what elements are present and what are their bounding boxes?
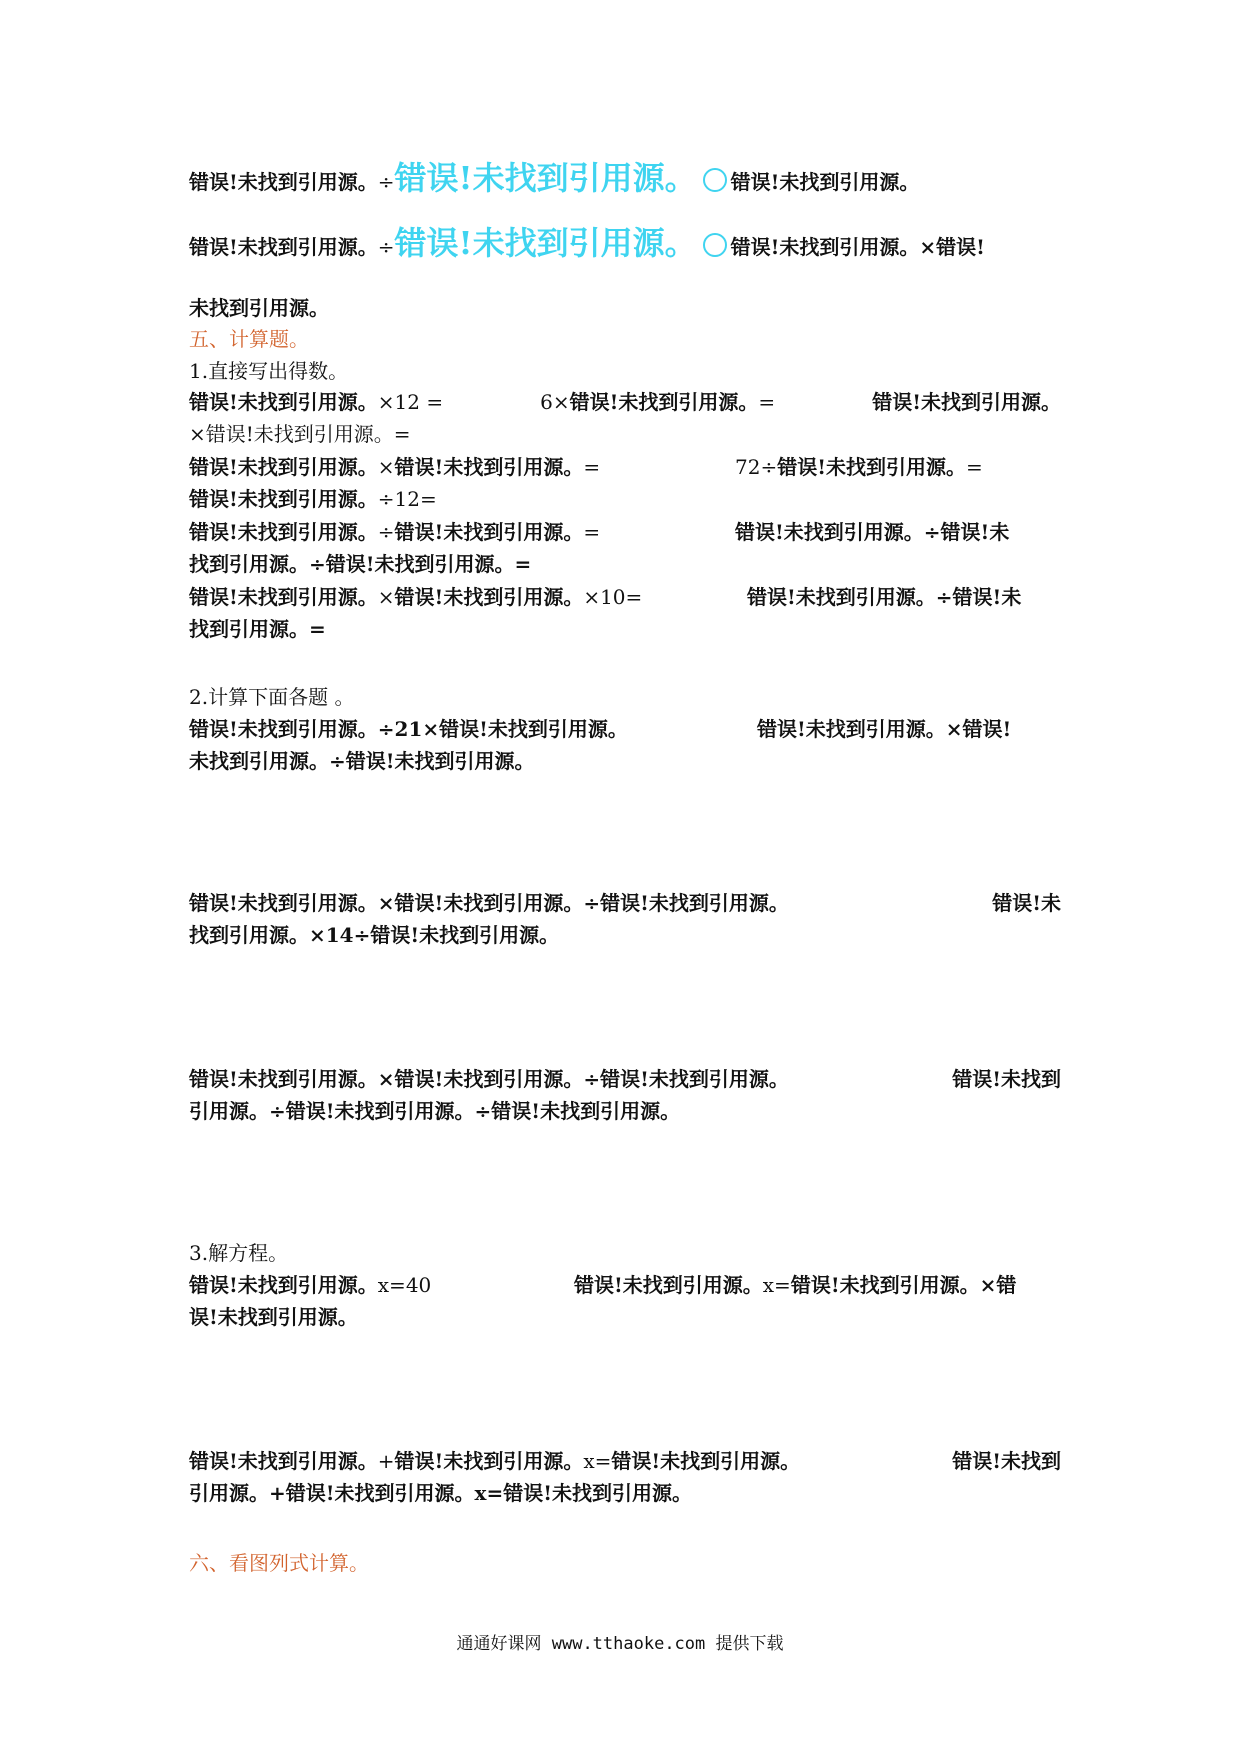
top-row-2: 错误!未找到引用源。÷错误!未找到引用源。 错误!未找到引用源。×错误! [189, 224, 985, 262]
q2-line-1: 错误!未找到引用源。÷21×错误!未找到引用源。 错误!未找到引用源。×错误! [189, 717, 1012, 741]
q1-line-3: 错误!未找到引用源。×错误!未找到引用源。= 72÷错误!未找到引用源。= [189, 455, 983, 479]
q2-line-5: 错误!未找到引用源。×错误!未找到引用源。÷错误!未找到引用源。 错误!未找到 [189, 1067, 1061, 1091]
q1-line-1: 错误!未找到引用源。×12 = 6×错误!未找到引用源。= 错误!未找到引用源。 [189, 390, 1061, 414]
footer: 通通好课网 www.tthaoke.com 提供下载 [456, 1634, 784, 1654]
q2-line-2: 未找到引用源。÷错误!未找到引用源。 [189, 749, 535, 773]
q1-line-6: 找到引用源。÷错误!未找到引用源。= [189, 552, 532, 576]
section-5-title: 五、计算题。 [189, 327, 309, 351]
top-row-2-cont: 未找到引用源。 [189, 296, 329, 320]
q2-line-3: 错误!未找到引用源。×错误!未找到引用源。÷错误!未找到引用源。 错误!未 [189, 891, 1061, 915]
q2-line-6: 引用源。÷错误!未找到引用源。÷错误!未找到引用源。 [189, 1099, 681, 1123]
q1-line-8: 找到引用源。= [189, 617, 326, 641]
q1-line-5: 错误!未找到引用源。÷错误!未找到引用源。= 错误!未找到引用源。÷错误!未 [189, 520, 1010, 544]
circle-icon [703, 168, 727, 192]
circle-icon [703, 233, 727, 257]
q2-title: 2.计算下面各题 。 [189, 685, 355, 709]
q1-line-2: ×错误!未找到引用源。= [189, 422, 411, 446]
section-6-title: 六、看图列式计算。 [189, 1551, 369, 1575]
top-row-1: 错误!未找到引用源。÷错误!未找到引用源。 错误!未找到引用源。 [189, 159, 920, 197]
q3-line-2: 误!未找到引用源。 [189, 1305, 358, 1329]
q3-line-1: 错误!未找到引用源。x=40 错误!未找到引用源。x=错误!未找到引用源。×错 [189, 1273, 1017, 1297]
q3-line-3: 错误!未找到引用源。+错误!未找到引用源。x=错误!未找到引用源。 错误!未找到 [189, 1449, 1061, 1473]
q1-line-4: 错误!未找到引用源。÷12= [189, 487, 437, 511]
q3-line-4: 引用源。+错误!未找到引用源。x=错误!未找到引用源。 [189, 1481, 692, 1505]
q1-title: 1.直接写出得数。 [189, 359, 349, 383]
q3-title: 3.解方程。 [189, 1241, 289, 1265]
q2-line-4: 找到引用源。×14÷错误!未找到引用源。 [189, 923, 560, 947]
q1-line-7: 错误!未找到引用源。×错误!未找到引用源。×10= 错误!未找到引用源。÷错误!未 [189, 585, 1022, 609]
